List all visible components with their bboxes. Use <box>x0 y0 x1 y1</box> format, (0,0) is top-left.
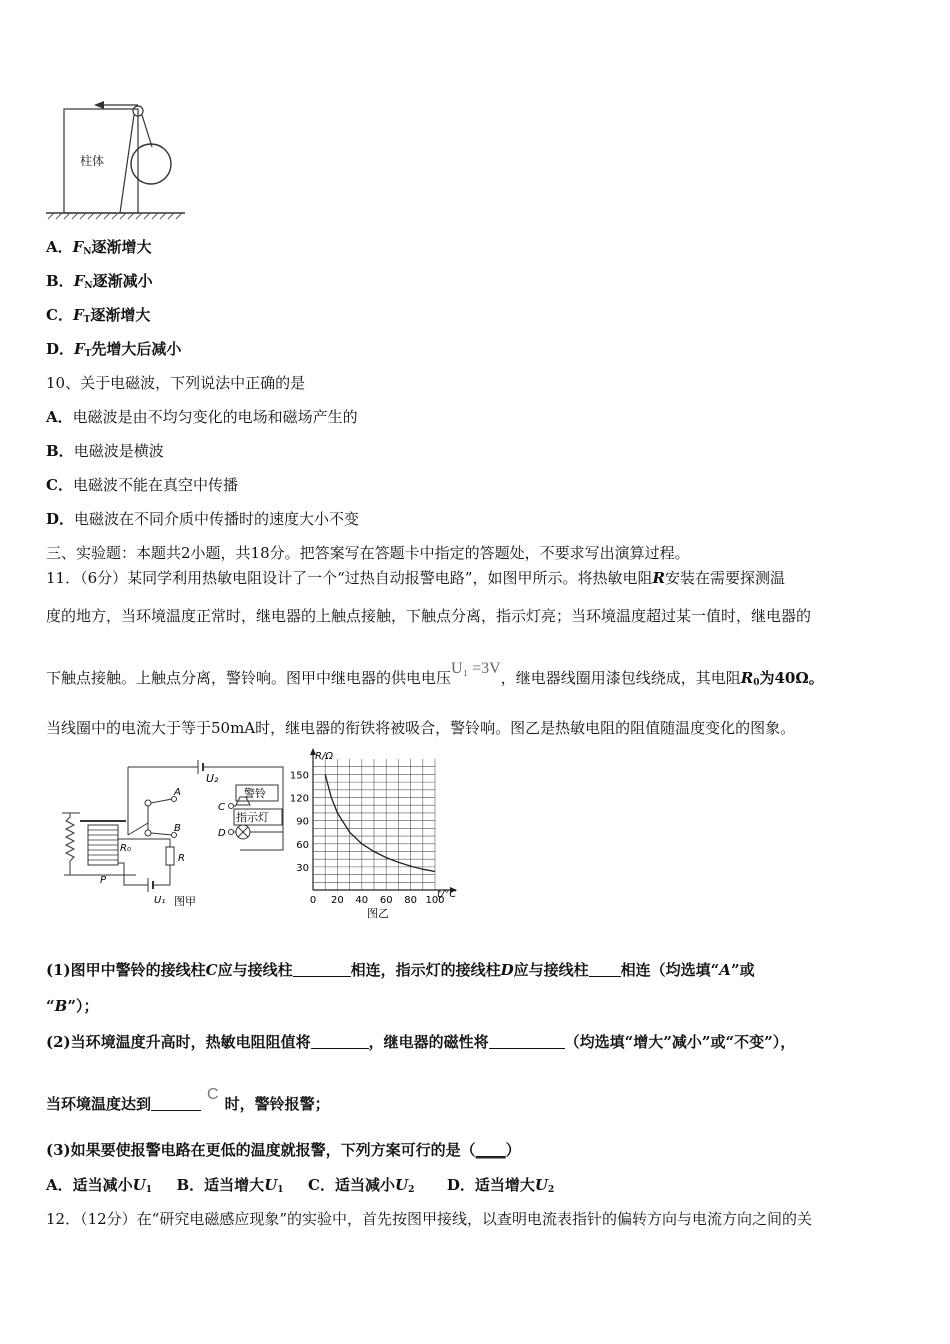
q10-stem: 10、关于电磁波，下列说法中正确的是 <box>46 374 306 392</box>
x-tick-label: 100 <box>425 895 445 906</box>
q11-sub3-options <box>46 1175 554 1200</box>
x-tick-label: 80 <box>404 895 417 906</box>
x-tick-label: 40 <box>355 895 369 906</box>
q11-line-3: 下触点接触。上触点分离，警铃响。图甲中继电器的供电电压U₁ =3V，继电器线圈用漆包线绕成，其电阻$R_0$为40Ω。 <box>46 660 824 688</box>
q11-line-1: 11．（6分）某同学利用热敏电阻设计了一个“过热自动报警电路”，如图甲所示。将热敏电阻R安装在需要探测温 <box>46 569 785 587</box>
y-tick-label: 60 <box>296 839 309 851</box>
chart-ylabel: R/Ω <box>315 751 333 762</box>
blank-5[interactable] <box>151 1096 201 1111</box>
x-tick-label: 0 <box>309 895 317 906</box>
label-b: B <box>174 823 181 834</box>
q11-sub3-stem: (3)如果要使报警电路在更低的温度就报警，下列方案可行的是（____） <box>46 1141 521 1159</box>
q9-option-b: B．$F_N$逐渐减小 <box>46 272 153 291</box>
q11-sub2-line2: 当环境温度达到C时，警铃报警； <box>46 1086 330 1113</box>
q10-option-c: C．电磁波不能在真空中传播 <box>46 476 238 494</box>
label-r: R <box>178 853 185 864</box>
q10-option-b: B．电磁波是横波 <box>46 442 164 460</box>
q11-sub2-line1: (2)当环境温度升高时，热敏电阻阻值将 ，继电器的磁性将 （均选填“增大”减小”或“不变”）， <box>46 1033 796 1051</box>
arrow-left-icon <box>94 101 104 109</box>
circuit-diagram <box>58 755 290 915</box>
q9-option-d: D．$F_T$先增大后减小 <box>46 340 182 359</box>
label-bell: 警铃 <box>244 787 266 800</box>
chart-caption: 图乙 <box>367 907 389 920</box>
label-u2: U₂ <box>206 772 219 785</box>
label-lamp: 指示灯 <box>236 811 269 824</box>
q10-option-d: D．电磁波在不同介质中传播时的速度大小不变 <box>46 510 360 528</box>
series-line-r-t <box>325 774 435 871</box>
ball-icon <box>131 144 171 184</box>
x-tick-label: 60 <box>379 895 393 906</box>
label-a: A <box>174 787 181 798</box>
terminal-d <box>229 830 234 835</box>
y-tick-label: 150 <box>289 770 309 782</box>
q11-line-2: 度的地方，当环境温度正常时，继电器的上触点接触，下触点分离，指示灯亮；当环境温度超过某一值时，继电器的 <box>46 607 812 625</box>
terminal-c <box>229 804 234 809</box>
section-heading: 三、实验题：本题共2小题，共18分。把答案写在答题卡中指定的答题处，不要求写出演算过程。 <box>46 544 690 562</box>
blank-1[interactable] <box>293 962 351 977</box>
blank-6[interactable]: ____ <box>475 1141 506 1159</box>
q11-sub3-option-d: D．适当增大$U_2$ <box>446 1176 555 1195</box>
q11-sub3-option-a: A．适当减小$U_1$ <box>46 1176 153 1195</box>
q11-sub1-line2: “B”）； <box>46 997 99 1015</box>
temp-unit: C <box>207 1086 219 1103</box>
q10-option-a: A．电磁波是由不均匀变化的电场和磁场产生的 <box>46 408 358 426</box>
q11-sub3-option-c: C．适当减小$U_2$ <box>308 1176 415 1195</box>
q11-sub1-line1: (1)图甲中警铃的接线柱C应与接线柱 相连，指示灯的接线柱D应与接线柱 相连（均选填“A”或 <box>46 961 755 979</box>
label-c: C <box>218 802 225 813</box>
y-tick-label: 90 <box>296 816 309 828</box>
resistance-temperature-chart <box>285 745 475 925</box>
q11-sub3-option-b: B．适当增大$U_1$ <box>176 1176 284 1195</box>
y-tick-label: 120 <box>289 793 309 805</box>
blank-2[interactable] <box>589 962 621 977</box>
chart-grid <box>313 759 435 890</box>
pillar-label: 柱体 <box>80 154 105 168</box>
label-p: P <box>100 875 107 886</box>
label-r0: R₀ <box>120 843 131 854</box>
q11-line-4: 当线圈中的电流大于等于50mA时，继电器的衔铁将被吸合，警铃响。图乙是热敏电阻的阻值随温度变化的图象。 <box>46 719 796 737</box>
q9-option-a: A．$F_N$逐渐增大 <box>46 238 152 257</box>
label-u1: U₁ <box>154 895 166 906</box>
q12-line-1: 12．（12分）在“研究电磁感应现象”的实验中，首先按图甲接线，以查明电流表指针的偏转方向与电流方向之间的关 <box>46 1210 813 1228</box>
q9-option-c: C．$F_T$逐渐增大 <box>46 306 151 325</box>
caption-jia: 图甲 <box>174 895 196 908</box>
u1-formula: U₁ =3V <box>451 660 501 677</box>
y-tick-label: 30 <box>296 862 309 874</box>
label-d: D <box>218 828 226 839</box>
chart-xlabel: t/°C <box>437 889 457 900</box>
pillar-ball-figure <box>40 95 200 225</box>
x-tick-label: 20 <box>331 895 344 906</box>
blank-3[interactable] <box>311 1034 369 1049</box>
thermistor-r <box>166 847 174 865</box>
rope-right <box>142 115 152 147</box>
spring <box>66 817 74 861</box>
rope-left <box>120 115 134 213</box>
blank-4[interactable] <box>489 1034 565 1049</box>
